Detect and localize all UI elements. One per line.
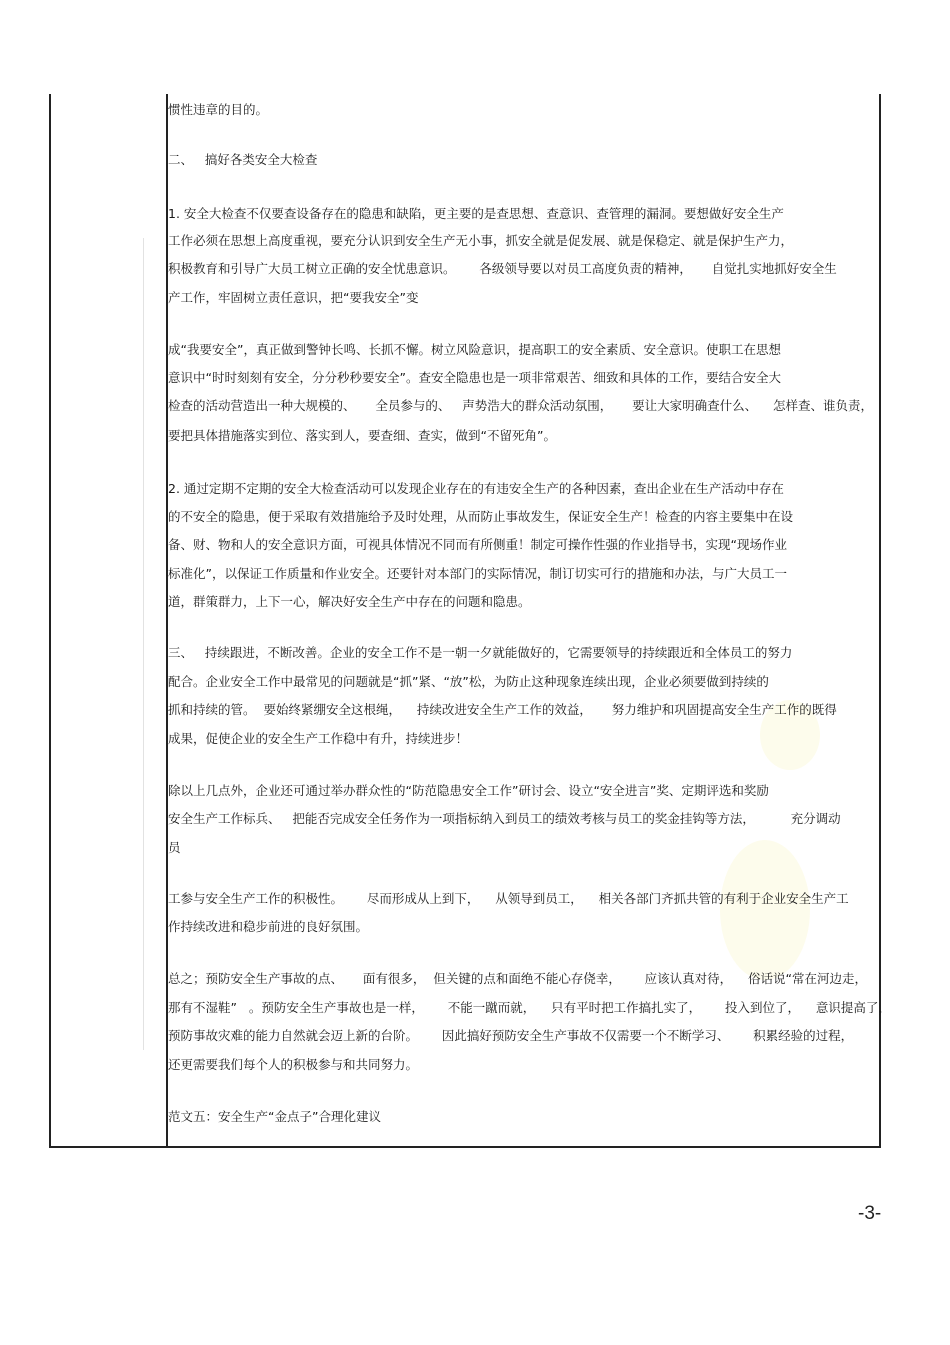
text-line: 积极教育和引导广大员工树立正确的安全忧患意识。 各级领导要以对员工高度负责的精神， 自觉扎实地抓好安全生 [168,261,837,276]
text-line: 作持续改进和稳步前进的良好氛围。 [168,919,369,934]
text-line: 的不安全的隐患，便于采取有效措施给予及时处理，从而防止事故发生，保证安全生产！检查的内容主要集中在设 [168,509,794,524]
text-line: 成“我要安全”，真正做到警钟长鸣、长抓不懈。树立风险意识，提高职工的安全素质、安全意识。使职工在思想 [168,342,781,357]
faint-vertical-rule [143,238,144,1050]
text-line: 安全生产工作标兵、 把能否完成安全任务作为一项指标纳入到员工的绩效考核与员工的奖金挂钩等方法， 充分调动 [168,811,841,826]
section-heading: 二、 搞好各类安全大检查 [168,152,318,167]
table-column-divider [166,94,168,1148]
text-line: 预防事故灾难的能力自然就会迈上新的台阶。 因此搞好预防安全生产事故不仅需要一个不断学习、 积累经验的过程， [168,1028,854,1043]
text-line: 道，群策群力，上下一心，解决好安全生产中存在的问题和隐患。 [168,594,531,609]
text-line: 检查的活动营造出一种大规模的、 全员参与的、 声势浩大的群众活动氛围， 要让大家明确查什么、 怎样查、谁负责， [168,398,874,413]
text-line: 还更需要我们每个人的积极参与和共同努力。 [168,1057,419,1072]
text-line: 除以上几点外，企业还可通过举办群众性的“防范隐患安全工作”研讨会、设立“安全进言”奖、定期评选和奖励 [168,783,769,798]
text-line: 要把具体措施落实到位、落实到人，要查细、查实，做到“不留死角”。 [168,428,556,443]
text-line: 1. 安全大检查不仅要查设备存在的隐患和缺陷，更主要的是查思想、查意识、查管理的漏洞。要想做好安全生产 [168,206,784,221]
section-heading: 范文五：安全生产“金点子”合理化建议 [168,1109,381,1124]
text-line: 意识中“时时刻刻有安全，分分秒秒要安全”。查安全隐患也是一项非常艰苦、细致和具体的工作，要结合安全大 [168,370,781,385]
table-frame [49,94,881,1148]
text-line: 配合。企业安全工作中最常见的问题就是“抓”紧、“放”松，为防止这种现象连续出现，企业必须要做到持续的 [168,674,769,689]
background-smudge [720,840,810,980]
text-line: 2. 通过定期不定期的安全大检查活动可以发现企业存在的有违安全生产的各种因素，查出企业在生产活动中存在 [168,481,784,496]
text-line: 惯性违章的目的。 [168,102,269,117]
text-line: 成果，促使企业的安全生产工作稳中有升，持续进步！ [168,731,469,746]
text-line: 产工作，牢固树立责任意识，把“要我安全”变 [168,290,419,305]
text-line: 那有不湿鞋” 。预防安全生产事故也是一样， 不能一蹴而就， 只有平时把工作搞扎实了， 投入到位了， 意识提高了， [168,1000,891,1015]
section-heading: 三、 持续跟进，不断改善。企业的安全工作不是一朝一夕就能做好的，它需要领导的持续跟近和全体员工的努力 [168,645,793,660]
text-line: 备、财、物和人的安全意识方面，可视具体情况不同而有所侧重！制定可操作性强的作业指导书，实现“现场作业 [168,537,787,552]
text-line: 工作必须在思想上高度重视，要充分认识到安全生产无小事，抓安全就是促发展、就是保稳定、就是保护生产力， [168,233,794,248]
text-line: 抓和持续的管。 要始终紧绷安全这根绳， 持续改进安全生产工作的效益， 努力维护和巩固提高安全生产工作的既得 [168,702,837,717]
text-line: 标准化”，以保证工作质量和作业安全。还要针对本部门的实际情况，制订切实可行的措施和办法，与广大员工一 [168,566,787,581]
text-line: 工参与安全生产工作的积极性。 尽而形成从上到下， 从领导到员工， 相关各部门齐抓共管的有利于企业安全生产工 [168,891,849,906]
page-number: -3- [858,1203,882,1224]
text-line: 总之；预防安全生产事故的点、 面有很多， 但关键的点和面绝不能心存侥幸， 应该认真对待， 俗话说“常在河边走， [168,971,868,986]
text-line: 员 [168,840,181,855]
